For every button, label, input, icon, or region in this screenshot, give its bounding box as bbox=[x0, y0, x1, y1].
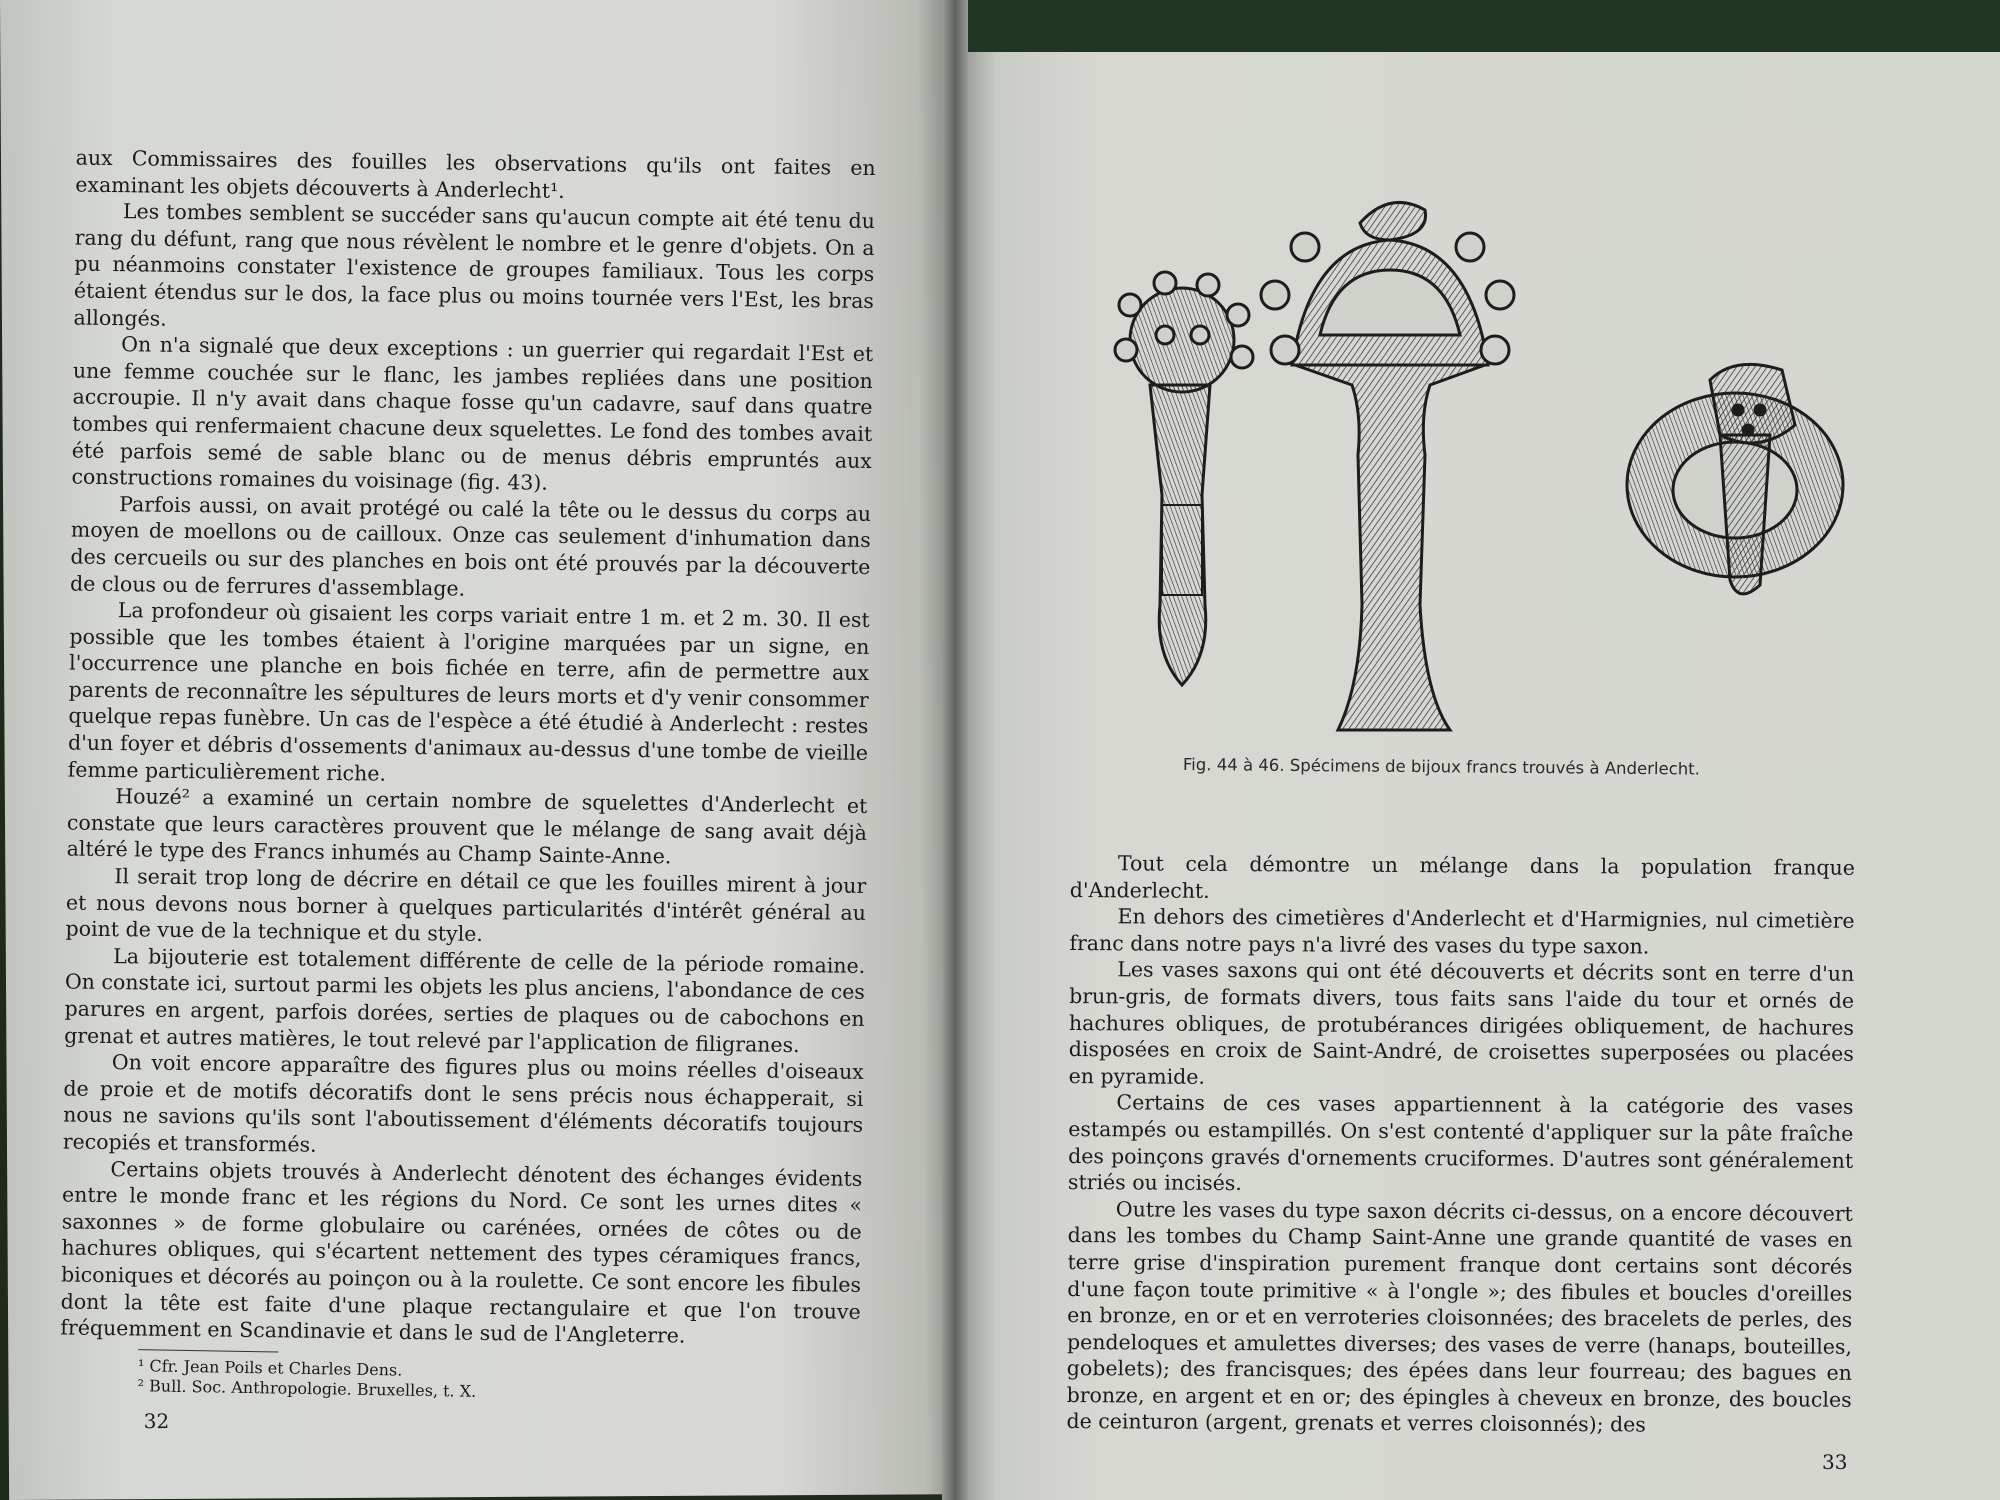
page-number: 33 bbox=[1822, 1450, 1848, 1474]
paragraph: Parfois aussi, on avait protégé ou calé la tête ou le dessus du corps au moyen de moellons ou de cailloux. Onze cas seulement d'inhumation dans des cercueils ou sur des planches en bois ont été prouvés par la découverte de clous ou de ferrures d'assemblage. bbox=[69, 491, 872, 601]
fibula-large-illustration bbox=[1261, 202, 1514, 730]
paragraph: La bijouterie est totalement différente de celle de la période romaine. On constate ici, surtout parmi les objets les plus anciens, l'abondance de ces parures en argent, parfois dorées, serties de plaques ou de cabochons en grenat et autres matières, le tout relevé par l'application de filigranes. bbox=[64, 943, 866, 1057]
footnote: ² Bull. Soc. Anthropologie. Bruxelles, t. X. bbox=[137, 1376, 477, 1401]
footnotes bbox=[137, 1349, 738, 1406]
page-number: 32 bbox=[143, 1408, 170, 1434]
paragraph: Tout cela démontre un mélange dans la population franque d'Anderlecht. bbox=[1069, 851, 1855, 903]
book-gutter bbox=[942, 0, 968, 1500]
paragraph: La profondeur où gisaient les corps variait entre 1 m. et 2 m. 30. Il est possible que les tombes étaient à l'origine marquées par un signe, en l'occurrence une planche en bois fichée en terre, afin de permettre aux parents de reconnaître les sépultures de leurs morts et d'y venir consommer quelque repas funèbre. Un cas de l'espèce a été étudié à Anderlecht : restes d'un foyer et débris d'ossements d'animaux au-dessus d'une tombe de vieille femme particulièrement riche. bbox=[67, 598, 870, 786]
jewelry-illustrations bbox=[1070, 185, 1900, 745]
background-edge bbox=[940, 0, 2000, 60]
footnote: ¹ Cfr. Jean Poils et Charles Dens. bbox=[137, 1356, 403, 1380]
paragraph: Houzé² a examiné un certain nombre de squelettes d'Anderlecht et constate que leurs caractères prouvent que le mélange de sang avait déjà altéré le type des Francs inhumés au Champ Sainte-Anne. bbox=[66, 784, 868, 869]
paragraph: On voit encore apparaître des figures plus ou moins réelles d'oiseaux de proie et de motifs décoratifs dont le sens précis nous échapperait, si nous ne savions qu'ils sont l'aboutissement d'éléments décoratifs toujours recopiés et transformés. bbox=[62, 1050, 864, 1157]
paragraph: On n'a signalé que deux exceptions : un guerrier qui regardait l'Est et une femme couchée sur le flanc, les jambes repliées dans une position accroupie. Il n'y avait dans chaque fosse qu'un cadavre, sauf dans quatre tombes qui renfermaient chacune deux squelettes. Le fond des tombes avait été parfois semé de sable blanc ou de menus débris empruntés aux constructions romaines du voisinage (fig. 43). bbox=[71, 332, 874, 495]
paragraph: aux Commissaires des fouilles les observations qu'ils ont faites en examinant les objets découverts à Anderlecht¹. bbox=[75, 145, 876, 203]
figure-caption: Fig. 44 à 46. Spécimens de bijoux francs trouvés à Anderlecht. bbox=[1182, 755, 1701, 779]
paragraph: Les tombes semblent se succéder sans qu'aucun compte ait été tenu du rang du défunt, rang que nous révèlent le nombre et le genre d'objets. On a pu néanmoins constater l'existence de groupes familiaux. Tous les corps étaient étendus sur le dos, la face plus ou moins tournée vers l'Est, les bras allongés. bbox=[73, 199, 876, 331]
paragraph: Il serait trop long de décrire en détail ce que les fouilles mirent à jour et nous devons nous borner à quelques particularités d'intérêt général au point de vue de la technique et du style. bbox=[65, 864, 867, 947]
paragraph: Certains objets trouvés à Anderlecht dénotent des échanges évidents entre le monde franc et les régions du Nord. Ce sont les urnes dites « saxonnes » de forme globulaire ou carénées, ornées de côtes ou de hachures obliques, qui s'écartent nettement des types céramiques francs, biconiques et décorés au poinçon ou à la roulette. Ce sont encore les fibules dont la tête est faite d'une plaque rectangulaire et que l'on trouve fréquemment en Scandinavie et dans le sud de l'Angleterre. bbox=[60, 1156, 863, 1348]
paragraph: Certains de ces vases appartiennent à la catégorie des vases estampés ou estampillés. On s'est contenté d'appliquer sur la pâte fraîche des poinçons gravés d'ornements cruciformes. D'autres sont généralement striés ou incisés. bbox=[1067, 1090, 1854, 1196]
fibula-small-illustration bbox=[1115, 272, 1253, 685]
left-page bbox=[0, 0, 964, 1500]
paragraph: Outre les vases du type saxon décrits ci-dessus, on a encore découvert dans les tombes du Champ Saint-Anne une grande quantité de vases en terre grise d'inspiration purement franque dont certains sont décorés d'une façon toute primitive « à l'ongle »; des fibules et boucles d'oreilles en bronze, en or et en verroteries cloisonnées; des bracelets de perles, des pendeloques et amulettes diverses; des vases de verre (hanaps, bouteilles, gobelets); des francisques; des épées dans leur fourreau; des bagues en bronze, en argent et en or; des épingles à cheveux en bronze, des boucles de ceinturon (argent, grenats et verres cloisonnés); des bbox=[1066, 1197, 1853, 1437]
right-page-text bbox=[1066, 850, 1855, 1440]
footnote-rule bbox=[138, 1349, 278, 1352]
paragraph: En dehors des cimetières d'Anderlecht et d'Harmignies, nul cimetière franc dans notre pays n'a livré des vases du type saxon. bbox=[1069, 904, 1855, 959]
paragraph: Les vases saxons qui ont été découverts et décrits sont en terre d'un brun-gris, de formats divers, tous faits sans l'aide du tour et ornés de hachures obliques, de protubérances dirigées obliquement, de hachures disposées en croix de Saint-André, de croisettes superposées ou placées en pyramide. bbox=[1068, 957, 1855, 1089]
left-page-text bbox=[60, 145, 876, 1352]
buckle-illustration bbox=[1627, 364, 1843, 594]
